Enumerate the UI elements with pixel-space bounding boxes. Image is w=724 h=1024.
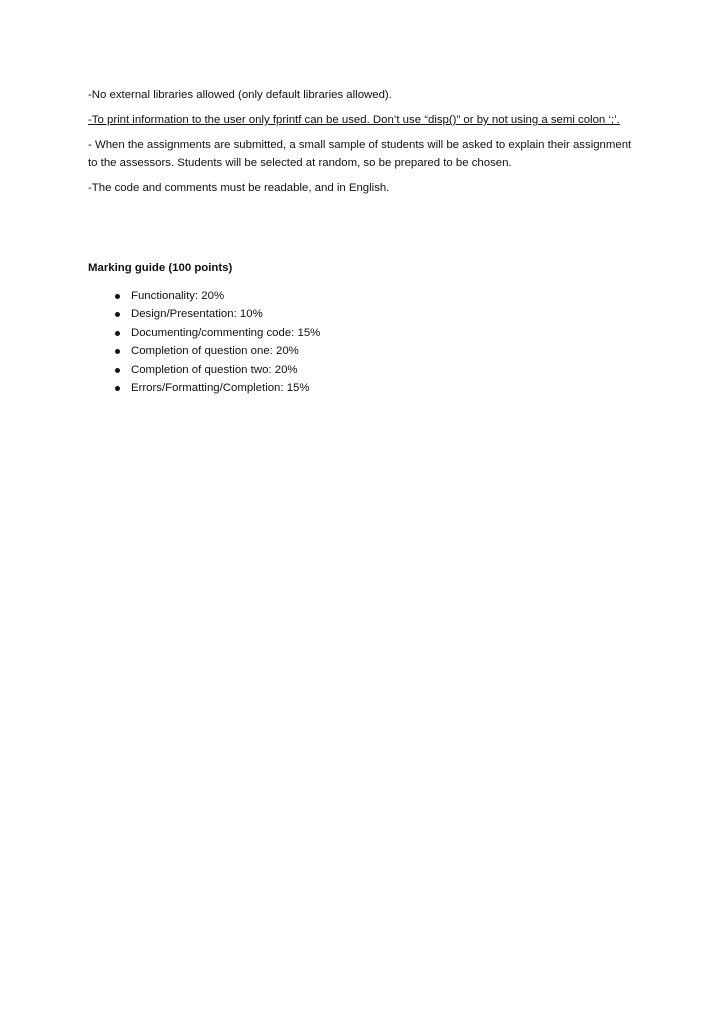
bullet-icon xyxy=(115,331,120,336)
requirement-random-explanation: - When the assignments are submitted, a small sample of students will be asked to explain their assignment to the assessors. Students will be selected at random, so be prepared to be chosen. xyxy=(88,139,632,169)
marking-guide-item-text: Documenting/commenting code: 15% xyxy=(131,326,321,339)
marking-guide-list xyxy=(88,287,320,397)
marking-guide-item-text: Functionality: 20% xyxy=(131,290,225,302)
marking-guide-item-text: Design/Presentation: 10% xyxy=(131,308,263,321)
marking-guide-item xyxy=(88,361,320,379)
requirement-fprintf-only: -To print information to the user only fprintf can be used. Don’t use “disp()” or by not using a semi colon ‘;’. xyxy=(88,114,620,126)
marking-guide-item xyxy=(88,287,320,305)
marking-guide-item-text: Completion of question two: 20% xyxy=(131,363,298,376)
bullet-icon xyxy=(115,312,120,317)
requirement-readable-code: -The code and comments must be readable, and in English. xyxy=(88,182,390,194)
marking-guide-item xyxy=(88,342,320,360)
bullet-icon xyxy=(115,349,120,354)
marking-guide-item-text: Errors/Formatting/Completion: 15% xyxy=(131,382,310,395)
marking-guide-item xyxy=(88,305,320,323)
bullet-icon xyxy=(115,368,120,373)
marking-guide-item-text: Completion of question one: 20% xyxy=(131,345,299,358)
requirement-no-external-libraries: -No external libraries allowed (only default libraries allowed). xyxy=(88,89,392,101)
bullet-icon xyxy=(115,294,120,299)
marking-guide-item xyxy=(88,324,320,342)
marking-guide-item xyxy=(88,379,320,397)
requirements-section xyxy=(88,86,634,204)
marking-guide-heading: Marking guide (100 points) xyxy=(88,262,233,274)
bullet-icon xyxy=(115,386,120,391)
